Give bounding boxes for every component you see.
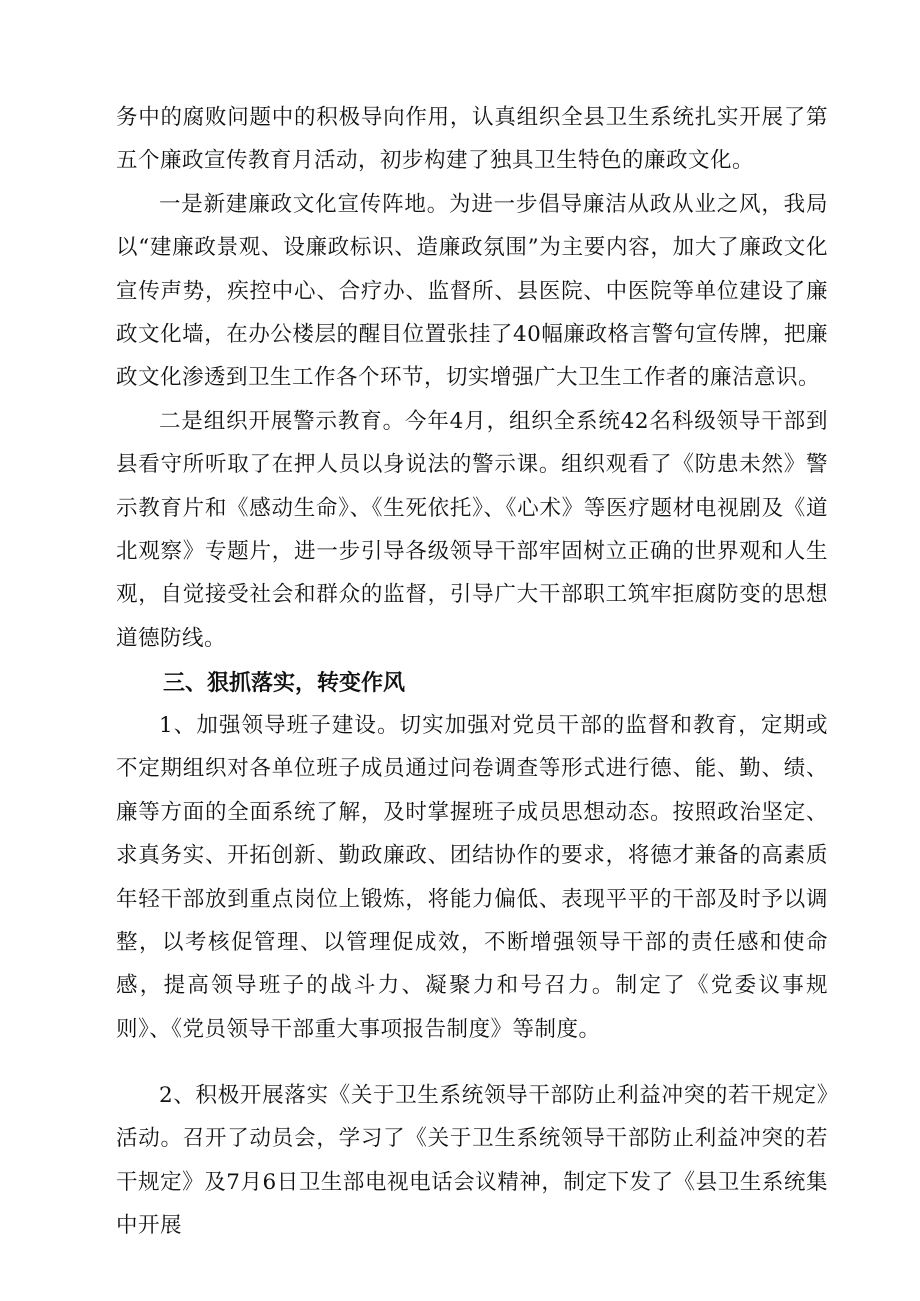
paragraph-culture-front: 一是新建廉政文化宣传阵地。为进一步倡导廉洁从政从业之风，我局以“建廉政景观、设廉政标识、造廉政氛围”为主要内容，加大了廉政文化宣传声势，疾控中心、合疗办、监督所、县医院、中医院等单位建设了廉政文化墙，在办公楼层的醒目位置张挂了40幅廉政格言警句宣传牌，把廉政文化渗透到卫生工作各个环节，切实增强广大卫生工作者的廉洁意识。: [116, 191, 828, 391]
paragraph-intro: 务中的腐败问题中的积极导向作用，认真组织全县卫生系统扎实开展了第五个廉政宣传教育月活动，初步构建了独具卫生特色的廉政文化。: [116, 105, 828, 174]
paragraph-warning-education: 二是组织开展警示教育。今年4月，组织全系统42名科级领导干部到县看守所听取了在押人员以身说法的警示课。组织观看了《防患未然》警示教育片和《感动生命》、《生死依托》、《心术》等医疗题材电视剧及《道北观察》专题片，进一步引导各级领导干部牢固树立正确的世界观和人生观，自觉接受社会和群众的监督，引导广大干部职工筑牢拒腐防变的思想道德防线。: [116, 408, 828, 651]
body-section-top: [116, 96, 828, 660]
section-heading-3: 三、狠抓落实，转变作风: [163, 671, 406, 696]
paragraph-leadership-building: 1、加强领导班子建设。切实加强对党员干部的监督和教育，定期或不定期组织对各单位班子成员通过问卷调查等形式进行德、能、勤、绩、廉等方面的全面系统了解，及时掌握班子成员思想动态。按照政治坚定、求真务实、开拓创新、勤政廉政、团结协作的要求，将德才兼备的高素质年轻干部放到重点岗位上锻炼，将能力偏低、表现平平的干部及时予以调整，以考核促管理、以管理促成效，不断增强领导干部的责任感和使命感，提高领导班子的战斗力、凝聚力和号召力。制定了《党委议事规则》、《党员领导干部重大事项报告制度》等制度。: [116, 713, 828, 1042]
body-section-conflict-rules: [116, 1074, 828, 1248]
paragraph-conflict-of-interest: 2、积极开展落实《关于卫生系统领导干部防止利益冲突的若干规定》活动。召开了动员会，学习了《关于卫生系统领导干部防止利益冲突的若干规定》及7月6日卫生部电视电话会议精神，制定下发了《县卫生系统集中开展: [116, 1083, 828, 1239]
body-section-leadership: [116, 704, 828, 1051]
